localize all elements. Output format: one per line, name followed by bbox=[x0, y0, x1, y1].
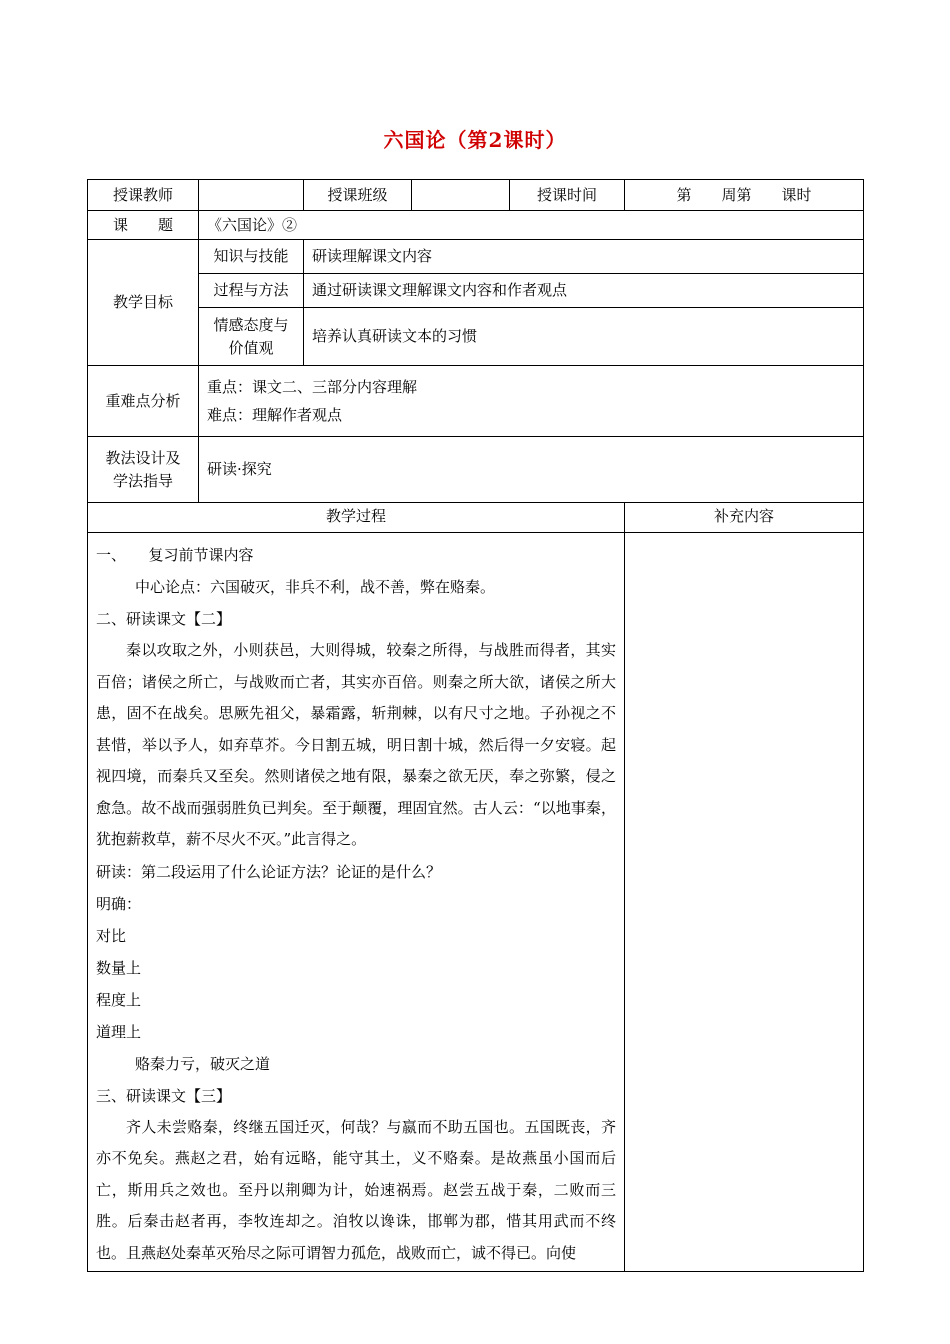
key-points-label: 重难点分析 bbox=[88, 366, 199, 437]
goal-name-attitude: 情感态度与价值观 bbox=[199, 308, 304, 366]
lesson-plan-table bbox=[87, 179, 864, 1272]
key-point-difficult: 难点：理解作者观点 bbox=[207, 406, 343, 424]
goal-value-knowledge: 研读理解课文内容 bbox=[304, 240, 864, 274]
key-point-important: 重点：课文二、三部分内容理解 bbox=[207, 378, 418, 396]
section-two-heading: 二、研读课文【二】 bbox=[96, 610, 232, 628]
passage-two: 秦以攻取之外，小则获邑，大则得城，较秦之所得，与战胜而得者，其实百倍；诸侯之所亡，与战败而亡者，其实亦百倍。则秦之所大欲，诸侯之所大患，固不在战矣。思厥先祖父，暴霜露，斩荆棘，以有尺寸之地。子孙视之不甚惜，举以予人，如弃草芥。今日割五城，明日割十城，然后得一夕安寝。起视四境，而秦兵又至矣。然则诸侯之地有限，暴秦之欲无厌，奉之弥繁，侵之愈急。故不战而强弱胜负已判矣。至于颠覆，理固宜然。古人云：“以地事秦，犹抱薪救草，薪不尽火不灭。”此言得之。 bbox=[96, 641, 616, 848]
goal-row-1 bbox=[88, 240, 864, 274]
class-value bbox=[412, 180, 510, 211]
goal-row-2 bbox=[88, 274, 864, 308]
topic-label: 课 题 bbox=[88, 211, 199, 240]
method-row bbox=[88, 437, 864, 503]
goals-label: 教学目标 bbox=[88, 240, 199, 366]
answer-degree: 程度上 bbox=[96, 990, 142, 1009]
key-points-content bbox=[199, 366, 864, 437]
answer-reason: 道理上 bbox=[96, 1022, 142, 1041]
answer-quantity: 数量上 bbox=[96, 958, 142, 977]
section-three-heading: 三、研读课文【三】 bbox=[96, 1086, 232, 1105]
goal-row-3 bbox=[88, 308, 864, 366]
process-body bbox=[88, 533, 625, 1272]
process-header: 教学过程 bbox=[88, 503, 625, 533]
answer-contrast: 对比 bbox=[96, 926, 127, 945]
supplement-header: 补充内容 bbox=[625, 503, 864, 533]
class-label: 授课班级 bbox=[304, 180, 412, 211]
key-points-row bbox=[88, 366, 864, 437]
header-row bbox=[88, 180, 864, 211]
section-review-heading: 一、 复习前节课内容 bbox=[96, 546, 254, 564]
teacher-label: 授课教师 bbox=[88, 180, 199, 211]
time-label: 授课时间 bbox=[510, 180, 625, 211]
topic-value: 《六国论》② bbox=[199, 211, 864, 240]
study-question: 研读：第二段运用了什么论证方法？论证的是什么？ bbox=[96, 862, 442, 881]
process-body-row bbox=[88, 533, 864, 1272]
method-value: 研读·探究 bbox=[199, 437, 864, 503]
time-value: 第 周第 课时 bbox=[625, 180, 864, 211]
goal-name-process: 过程与方法 bbox=[199, 274, 304, 308]
supplement-body bbox=[625, 533, 864, 1272]
answer-conclusion: 赂秦力亏，破灭之道 bbox=[135, 1054, 271, 1073]
method-label: 教法设计及学法指导 bbox=[88, 437, 199, 503]
goal-value-process: 通过研读课文理解课文内容和作者观点 bbox=[304, 274, 864, 308]
goal-name-knowledge: 知识与技能 bbox=[199, 240, 304, 274]
passage-three: 齐人未尝赂秦，终继五国迁灭，何哉？与嬴而不助五国也。五国既丧，齐亦不免矣。燕赵之君，始有远略，能守其土，义不赂秦。是故燕虽小国而后亡，斯用兵之效也。至丹以荆卿为计，始速祸焉。赵尝五战于秦，二败而三胜。后秦击赵者再，李牧连却之。洎牧以谗诛，邯郸为郡，惜其用武而不终也。且燕赵处秦革灭殆尽之际可谓智力孤危，战败而亡，诚不得已。向使 bbox=[96, 1117, 616, 1262]
answer-label: 明确： bbox=[96, 894, 142, 913]
process-header-row bbox=[88, 503, 864, 533]
central-thesis: 中心论点：六国破灭，非兵不利，战不善，弊在赂秦。 bbox=[135, 578, 496, 596]
teacher-value bbox=[199, 180, 304, 211]
topic-row bbox=[88, 211, 864, 240]
page-title: 六国论（第2课时） bbox=[383, 128, 567, 152]
goal-value-attitude: 培养认真研读文本的习惯 bbox=[304, 308, 864, 366]
